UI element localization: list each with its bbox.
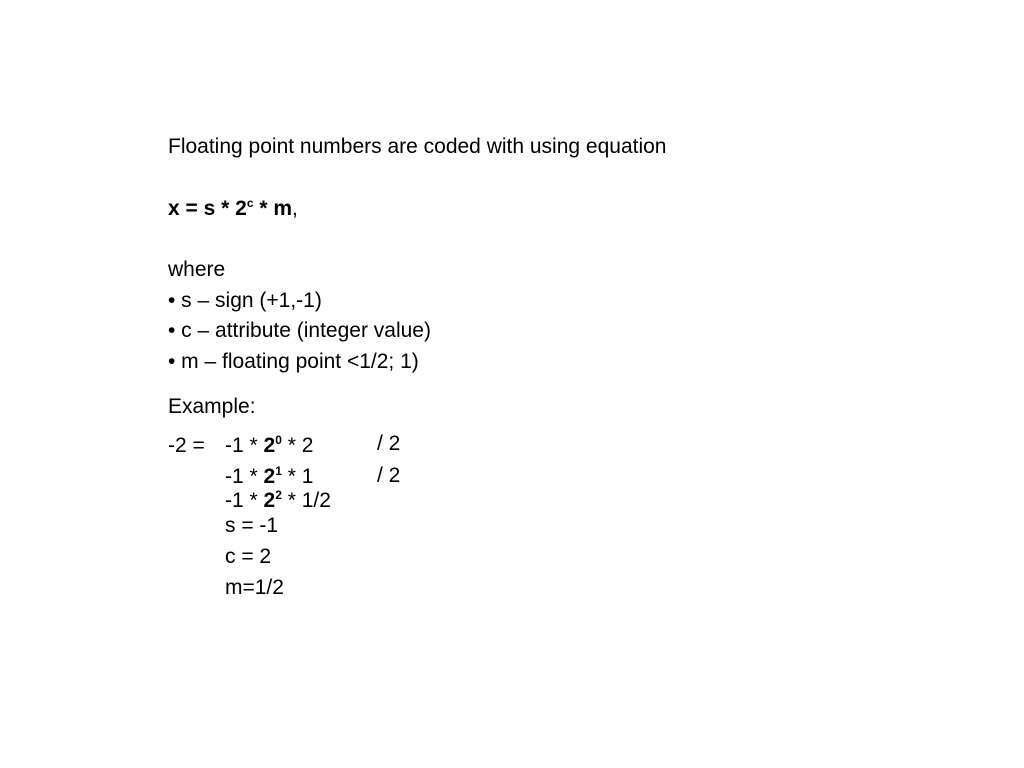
equation-tail: , <box>292 197 298 220</box>
equation-rhs: * m <box>253 197 293 220</box>
example-step-1: $-1 * 2^0 * 2$ <box>225 433 314 457</box>
equation-exponent: c <box>246 196 254 210</box>
example-step-2: $-1 * 2^1 * 1$ <box>225 464 314 488</box>
example-divide-1: / 2 <box>377 432 401 455</box>
bullet-attribute: • c – attribute (integer value) <box>168 319 431 342</box>
intro-text: Floating point numbers are coded with using equation <box>168 135 667 158</box>
example-title: Example: <box>168 395 256 418</box>
equation-lhs: x = s * 2 <box>168 197 247 220</box>
bullet-mantissa: • m – floating point <1/2; 1) <box>168 350 419 373</box>
bullet-sign: • s – sign (+1,-1) <box>168 289 322 312</box>
result-sign: s = -1 <box>225 514 279 537</box>
result-attribute: c = 2 <box>225 545 272 568</box>
example-divide-2: / 2 <box>377 464 401 487</box>
where-label: where <box>168 258 226 281</box>
example-lhs: -2 = <box>168 434 205 457</box>
result-mantissa: m=1/2 <box>225 576 284 599</box>
example-step-3: $-1 * 2^2 * 1/2$ <box>225 488 331 512</box>
equation <box>168 198 298 219</box>
